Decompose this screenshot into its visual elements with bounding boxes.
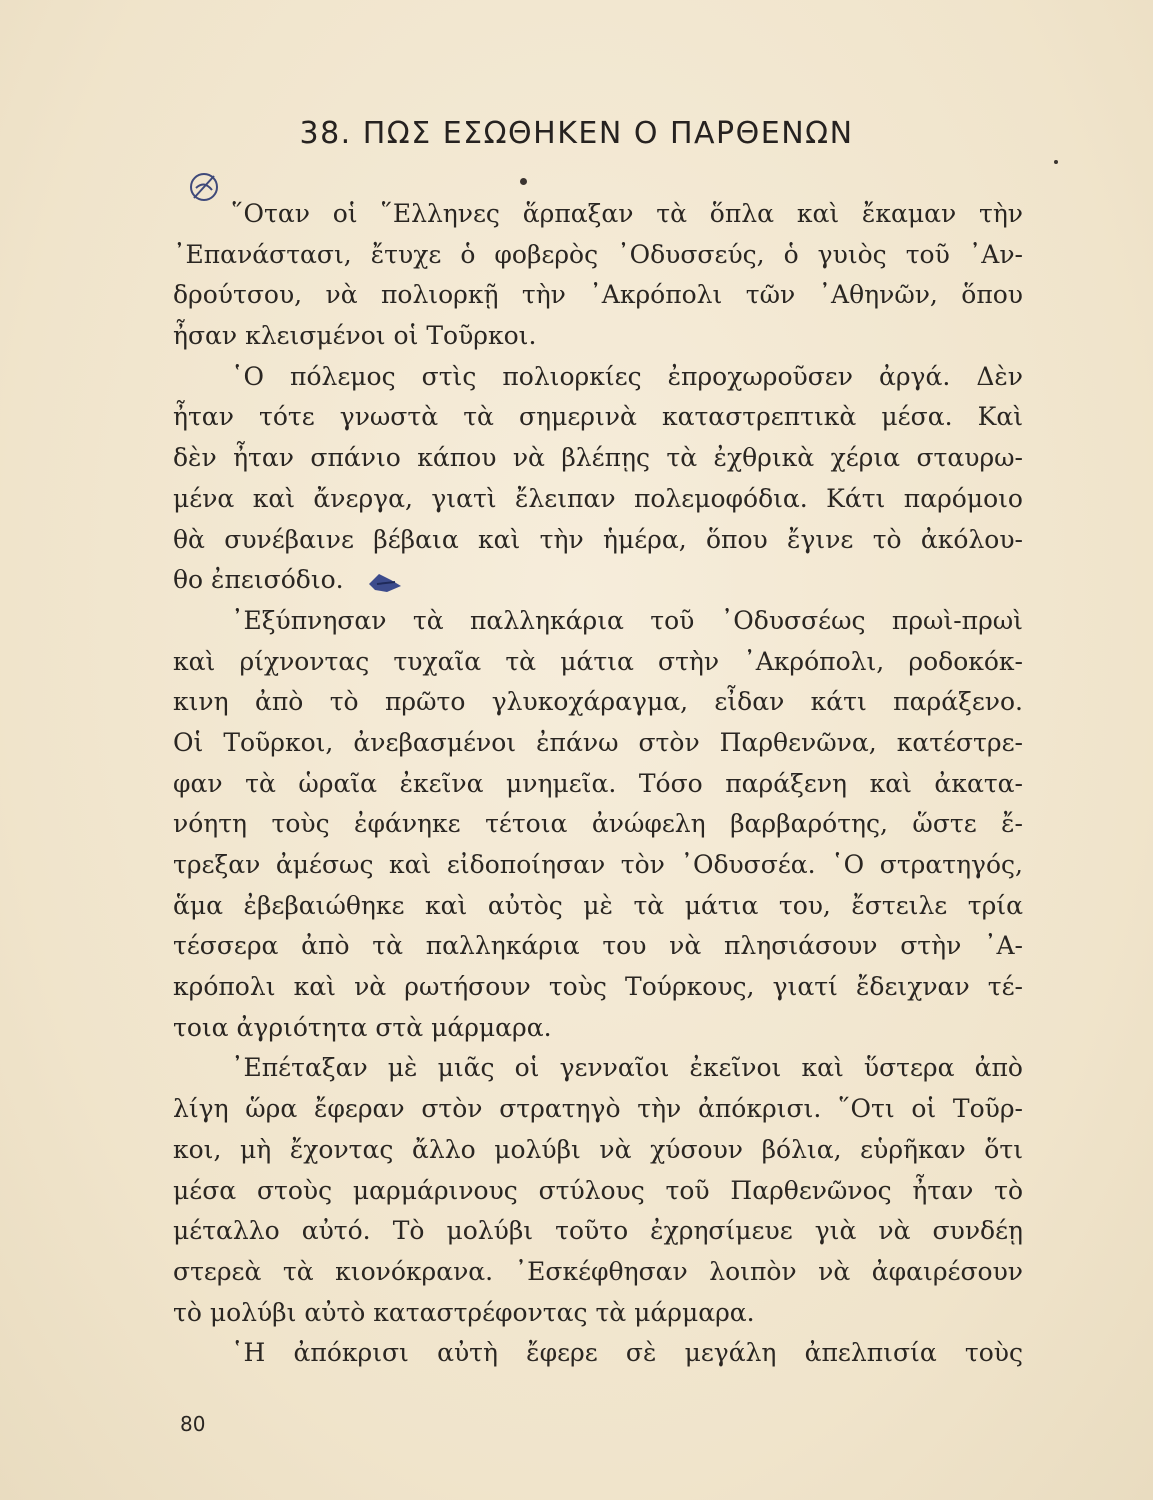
text-line: τὸ μολύβι αὐτὸ καταστρέφοντας τὰ μάρμαρα. xyxy=(173,1297,755,1327)
text-line: ᾿Επανάστασι, ἔτυχε ὁ φοβερὸς ᾿Οδυσσεύς, ὁ γυιὸς τοῦ ᾿Αν- xyxy=(173,239,1023,269)
text-line: κρόπολι καὶ νὰ ρωτήσουν τοὺς Τούρκους, γιατί ἔδειχναν τέ- xyxy=(173,972,1023,1002)
text-line: φαν τὰ ὡραῖα ἐκεῖνα μνημεῖα. Τόσο παράξενη καὶ ἀκατα- xyxy=(173,768,1023,798)
text-line: θο ἐπεισόδιο. xyxy=(173,565,344,595)
text-line: καὶ ρίχνοντας τυχαῖα τὰ μάτια στὴν ᾿Ακρόπολι, ροδοκόκ- xyxy=(173,646,1023,676)
text-line: ἦσαν κλεισμένοι οἱ Τοῦρκοι. xyxy=(173,321,537,351)
ink-speck xyxy=(1054,160,1058,164)
text-line: Οἱ Τοῦρκοι, ἀνεβασμένοι ἐπάνω στὸν Παρθενῶνα, κατέστρε- xyxy=(173,727,1023,757)
text-line: θὰ συνέβαινε βέβαια καὶ τὴν ἡμέρα, ὅπου ἔγινε τὸ ἀκόλου- xyxy=(173,524,1023,554)
text-line: λίγη ὥρα ἔφεραν στὸν στρατηγὸ τὴν ἀπόκρισι. ῞Οτι οἱ Τοῦρ- xyxy=(173,1094,1023,1124)
ink-speck xyxy=(520,178,527,185)
text-line: κοι, μὴ ἔχοντας ἄλλο μολύβι νὰ χύσουν βόλια, εὑρῆκαν ὅτι xyxy=(173,1134,1023,1164)
chapter-title: 38. ΠΩΣ ΕΣΩΘΗΚΕΝ Ο ΠΑΡΘΕΝΩΝ xyxy=(299,116,854,151)
text-line: ῾Η ἀπόκρισι αὐτὴ ἔφερε σὲ μεγάλη ἀπελπισία τοὺς xyxy=(231,1338,1023,1368)
text-line: δὲν ἦταν σπάνιο κάπου νὰ βλέπῃς τὰ ἐχθρικὰ χέρια σταυρω- xyxy=(173,443,1023,473)
page-number: 80 xyxy=(180,1412,206,1436)
text-line: στερεὰ τὰ κιονόκρανα. ᾿Εσκέφθησαν λοιπὸν νὰ ἀφαιρέσουν xyxy=(173,1256,1023,1286)
text-line: μέσα στοὺς μαρμάρινους στύλους τοῦ Παρθενῶνος ἦταν τὸ xyxy=(173,1175,1023,1205)
text-line: μέταλλο αὐτό. Τὸ μολύβι τοῦτο ἐχρησίμευε γιὰ νὰ συνδέῃ xyxy=(173,1216,1023,1246)
text-line: ῞Οταν οἱ ῞Ελληνες ἅρπαξαν τὰ ὅπλα καὶ ἔκαμαν τὴν xyxy=(231,199,1023,228)
text-line: κινη ἀπὸ τὸ πρῶτο γλυκοχάραγμα, εἶδαν κάτι παράξενο. xyxy=(173,687,1023,717)
text-line: μένα καὶ ἄνεργα, γιατὶ ἔλειπαν πολεμοφόδια. Κάτι παρόμοιο xyxy=(173,483,1023,513)
text-line: τέσσερα ἀπὸ τὰ παλληκάρια του νὰ πλησιάσουν στὴν ᾿Α- xyxy=(173,931,1023,961)
text-line: ῾Ο πόλεμος στὶς πολιορκίες ἐπροχωροῦσεν ἀργά. Δὲν xyxy=(231,361,1023,391)
text-line: ἅμα ἐβεβαιώθηκε καὶ αὐτὸς μὲ τὰ μάτια του, ἔστειλε τρία xyxy=(173,890,1023,920)
text-line: νόητη τοὺς ἐφάνηκε τέτοια ἀνώφελη βαρβαρότης, ὥστε ἔ- xyxy=(173,809,1023,839)
text-line: τοια ἀγριότητα στὰ μάρμαρα. xyxy=(173,1012,552,1042)
text-line: ᾿Εξύπνησαν τὰ παλληκάρια τοῦ ᾿Οδυσσέως πρωὶ-πρωὶ xyxy=(231,605,1023,635)
text-line: δρούτσου, νὰ πολιορκῇ τὴν ᾿Ακρόπολι τῶν ᾿Αθηνῶν, ὅπου xyxy=(173,280,1023,310)
text-line: ἦταν τότε γνωστὰ τὰ σημερινὰ καταστρεπτικὰ μέσα. Καὶ xyxy=(173,402,1023,432)
text-line: ᾿Επέταξαν μὲ μιᾶς οἱ γενναῖοι ἐκεῖνοι καὶ ὕστερα ἀπὸ xyxy=(231,1053,1023,1083)
text-line: τρεξαν ἀμέσως καὶ εἰδοποίησαν τὸν ᾿Οδυσσέα. ῾Ο στρατηγός, xyxy=(173,850,1023,879)
body-text xyxy=(173,194,1023,1374)
